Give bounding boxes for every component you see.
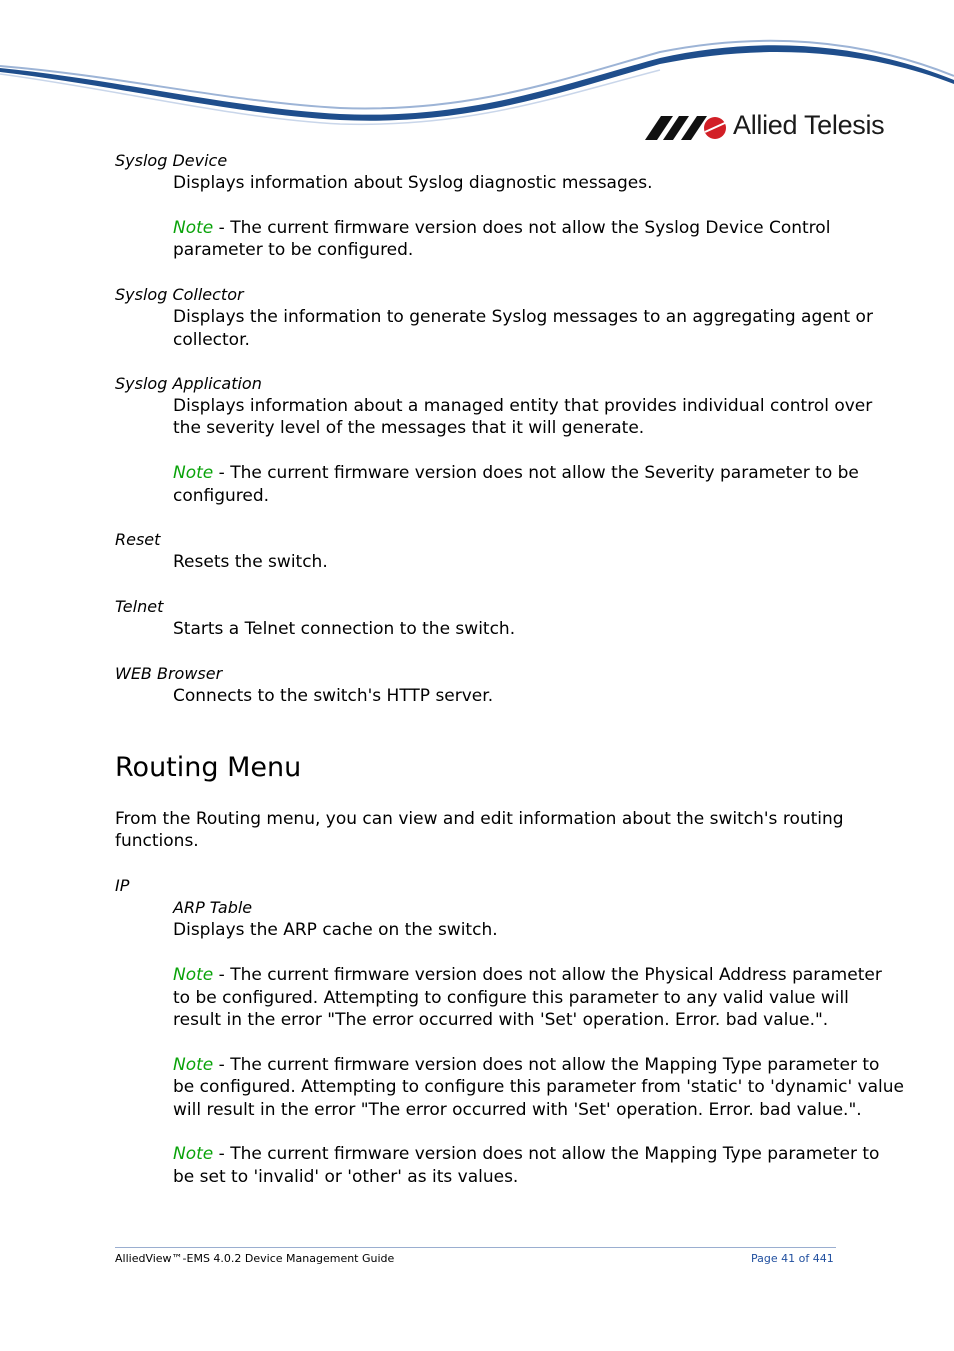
note-syslog-application-cont: configured.	[173, 486, 270, 506]
note-text: - The current firmware version does not allow the Mapping Type parameter to	[213, 1144, 880, 1164]
desc-syslog-collector-cont: collector.	[173, 330, 250, 350]
note-text: - The current firmware version does not allow the Syslog Device Control	[213, 218, 831, 238]
footer-document-title: AlliedView™-EMS 4.0.2 Device Management Guide	[115, 1252, 395, 1265]
routing-intro-cont: functions.	[115, 831, 199, 851]
desc-syslog-application-cont: the severity level of the messages that it will generate.	[173, 418, 645, 438]
note-text: - The current firmware version does not allow the Severity parameter to be	[213, 463, 859, 483]
desc-reset: Resets the switch.	[173, 552, 328, 572]
note-mapping-type-values	[173, 1144, 879, 1164]
note-syslog-device-cont: parameter to be configured.	[173, 240, 414, 260]
note-text: - The current firmware version does not allow the Physical Address parameter	[213, 965, 882, 985]
note-physical-address	[173, 965, 882, 985]
footer-divider	[115, 1247, 836, 1248]
note-text: - The current firmware version does not allow the Mapping Type parameter to	[213, 1055, 880, 1075]
note-label: Note	[173, 1144, 214, 1164]
note-syslog-device	[173, 218, 830, 238]
company-logo	[645, 110, 900, 144]
term-syslog-device: Syslog Device	[115, 151, 228, 170]
desc-web-browser: Connects to the switch's HTTP server.	[173, 686, 494, 706]
term-telnet: Telnet	[115, 597, 164, 616]
note-physical-address-line3: result in the error "The error occurred with 'Set' operation. Error. bad value.".	[173, 1010, 829, 1030]
note-label: Note	[173, 218, 214, 238]
section-heading-routing-menu: Routing Menu	[115, 752, 302, 783]
desc-telnet: Starts a Telnet connection to the switch.	[173, 619, 516, 639]
note-mapping-type	[173, 1055, 879, 1075]
term-arp-table: ARP Table	[173, 898, 253, 917]
note-label: Note	[173, 965, 214, 985]
note-mapping-type-values-line2: be set to 'invalid' or 'other' as its values.	[173, 1167, 519, 1187]
note-physical-address-line2: to be configured. Attempting to configure this parameter to any valid value will	[173, 988, 849, 1008]
term-syslog-application: Syslog Application	[115, 374, 262, 393]
term-ip: IP	[115, 876, 130, 895]
desc-arp-table: Displays the ARP cache on the switch.	[173, 920, 498, 940]
desc-syslog-application: Displays information about a managed entity that provides individual control over	[173, 396, 873, 416]
desc-syslog-device: Displays information about Syslog diagnostic messages.	[173, 173, 653, 193]
desc-syslog-collector: Displays the information to generate Syslog messages to an aggregating agent or	[173, 307, 873, 327]
logo-mark-icon	[645, 112, 729, 142]
note-label: Note	[173, 1055, 214, 1075]
routing-intro: From the Routing menu, you can view and edit information about the switch's routing	[115, 809, 844, 829]
note-syslog-application	[173, 463, 859, 483]
note-label: Note	[173, 463, 214, 483]
note-mapping-type-line2: be configured. Attempting to configure this parameter from 'static' to 'dynamic' value	[173, 1077, 904, 1097]
term-web-browser: WEB Browser	[115, 664, 223, 683]
term-syslog-collector: Syslog Collector	[115, 285, 244, 304]
logo-text: Allied Telesis	[733, 110, 885, 140]
note-mapping-type-line3: will result in the error "The error occurred with 'Set' operation. Error. bad value.".	[173, 1100, 862, 1120]
term-reset: Reset	[115, 530, 161, 549]
footer-page-number: Page 41 of 441	[751, 1252, 834, 1265]
